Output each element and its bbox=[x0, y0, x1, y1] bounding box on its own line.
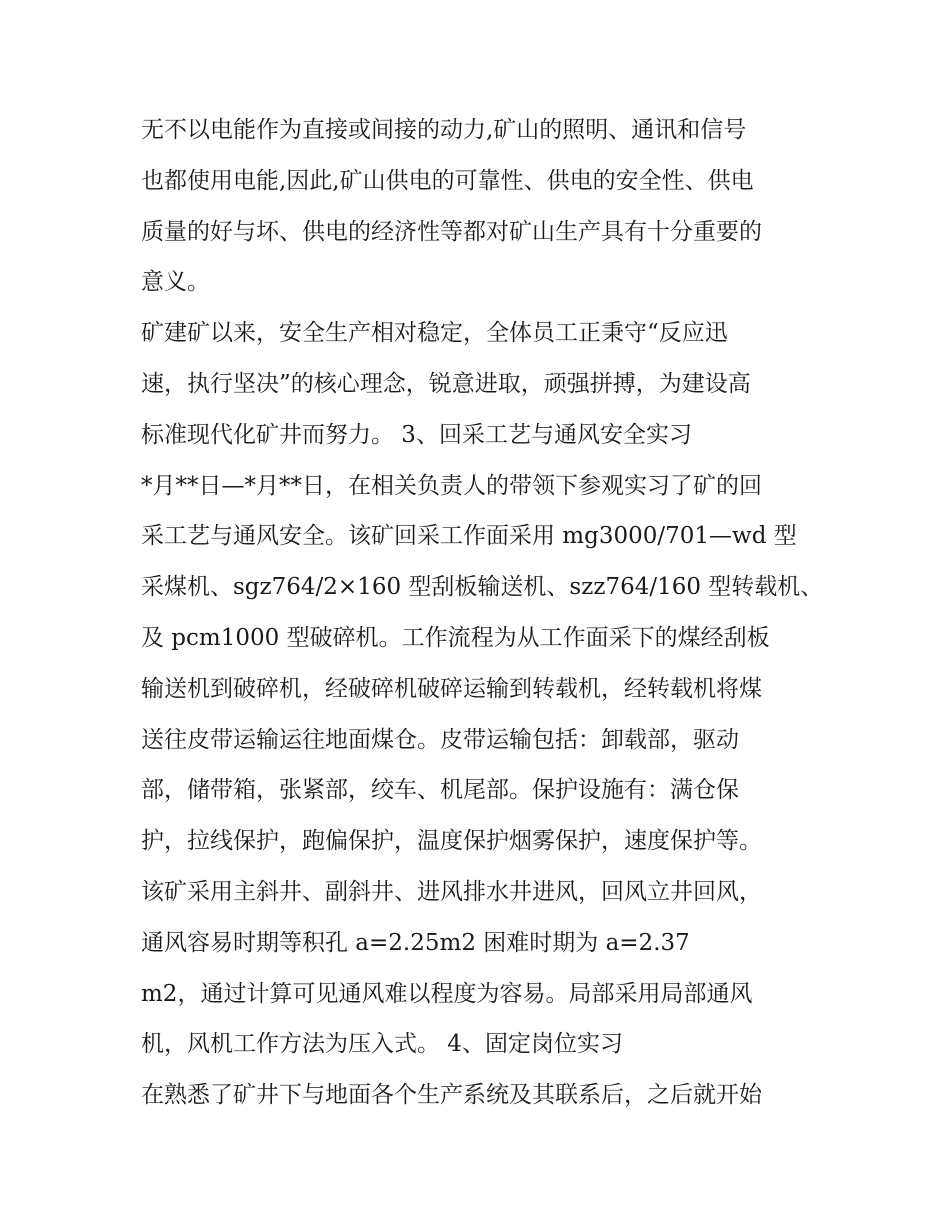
text-line: 意义。 bbox=[141, 269, 210, 296]
text-line: 矿建矿以来，安全生产相对稳定，全体员工正秉守“反应迅 bbox=[141, 320, 728, 347]
text-line: m2，通过计算可见通风难以程度为容易。局部采用局部通风 bbox=[141, 980, 753, 1007]
text-line: 标准现代化矿井而努力。 3、回采工艺与通风安全实习 bbox=[141, 421, 692, 448]
body-text bbox=[141, 105, 824, 1121]
text-line: 部，储带箱，张紧部，绞车、机尾部。保护设施有：满仓保 bbox=[141, 777, 739, 804]
text-line: 输送机到破碎机，经破碎机破碎运输到转载机，经转载机将煤 bbox=[141, 675, 762, 702]
text-line: 该矿采用主斜井、副斜井、进风排水井进风，回风立井回风， bbox=[141, 878, 762, 905]
text-line: *月**日—*月**日，在相关负责人的带领下参观实习了矿的回 bbox=[141, 472, 762, 499]
text-line: 也都使用电能,因此,矿山供电的可靠性、供电的安全性、供电 bbox=[141, 167, 754, 194]
text-line: 无不以电能作为直接或间接的动力,矿山的照明、通讯和信号 bbox=[141, 117, 747, 143]
text-line: 通风容易时期等积孔 a=2.25m2 困难时期为 a=2.37 bbox=[141, 929, 690, 956]
text-line: 采煤机、sgz764/2×160 型刮板输送机、szz764/160 型转载机、 bbox=[141, 574, 824, 601]
text-line: 护，拉线保护，跑偏保护，温度保护烟雾保护，速度保护等。 bbox=[141, 828, 762, 855]
text-line: 采工艺与通风安全。该矿回采工作面采用 mg3000/701—wd 型 bbox=[141, 523, 797, 550]
text-line: 机，风机工作方法为压入式。 4、固定岗位实习 bbox=[141, 1031, 623, 1058]
text-line: 质量的好与坏、供电的经济性等都对矿山生产具有十分重要的 bbox=[141, 218, 762, 245]
text-line: 及 pcm1000 型破碎机。工作流程为从工作面采下的煤经刮板 bbox=[141, 624, 770, 651]
text-line: 送往皮带运输运往地面煤仓。皮带运输包括：卸载部，驱动 bbox=[141, 726, 739, 753]
text-line: 在熟悉了矿井下与地面各个生产系统及其联系后，之后就开始 bbox=[141, 1082, 762, 1109]
text-line: 速，执行坚决”的核心理念，锐意进取，顽强拼搏，为建设高 bbox=[141, 370, 751, 397]
